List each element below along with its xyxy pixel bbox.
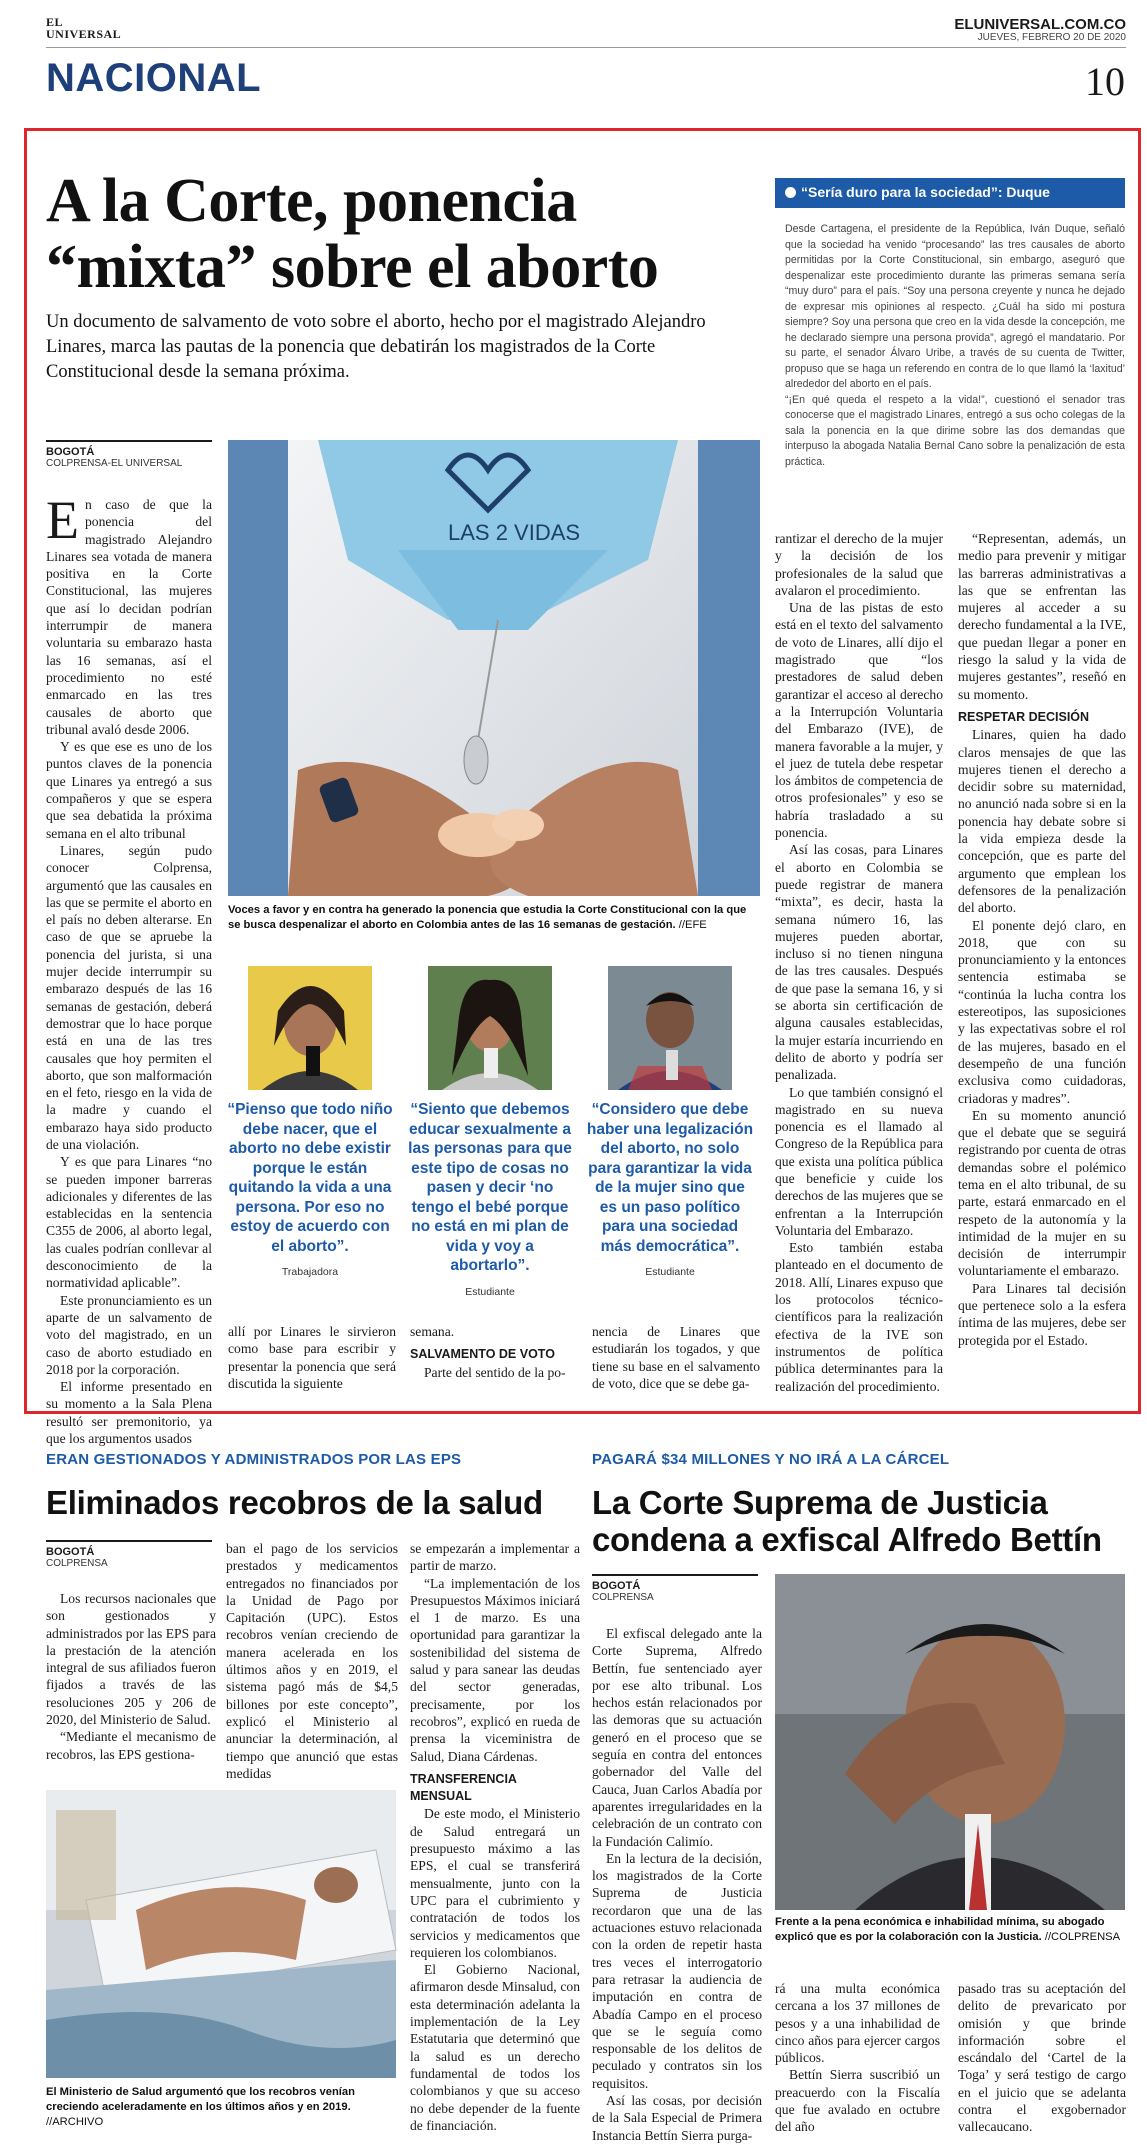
sidebar-paragraph: Desde Cartagena, el presidente de la República, Iván Duque, señaló que la sociedad ha venido “procesando” las tres causales de aborto permitidas por la Corte Constitucional, sin embargo, aseguró que despenalizar este procedimiento durante las primeras semana sería “muy duro” para el país. “Soy una persona creyente y nunca he dejado de expresar mis opiniones al respecto. ¿Cuál ha sido mi postura siempre? Soy una persona que creo en la vida desde la concepción, me he declarado siempre una persona provida”, agregó el mandatario. Por su parte, el senador Álvaro Uribe, a través de su cuenta de Twitter, propuso que se haga un referendo en contra de lo que llamó la ‘laxitud’ alrededor del aborto en el país. xyxy=(785,223,1125,390)
caption-text: Frente a la pena económica e inhabilidad mínima, su abogado explicó que es por la colaboración con la Justicia. xyxy=(775,1916,1105,1943)
caption-text: El Ministerio de Salud argumentó que los recobros venían creciendo aceleradamente en los últimos años y en 2019. xyxy=(46,2086,355,2113)
main-column-4 xyxy=(775,530,943,1395)
paragraph: pasado tras su aceptación del delito de prevaricato por omisión y que brinde información sobre el escándalo del ‘Cartel de la Toga’ y será testigo de cargo en el juicio que se adelanta contra el exgobernador vallecaucano. xyxy=(958,1981,1126,2135)
paragraph: Una de las pistas de esto está en el texto del salvamento de voto de Linares, allí dijo el magistrado que “los prestadores de salud deben garantizar el acceso al derecho a la Interrupción Voluntaria del Embarazo (IVE), de manera favorable a la mujer, y el juez de tutela debe respetar los ámbitos de competencia de otros profesionales” y eso se habría trasladado a su ponencia. xyxy=(775,600,943,841)
quote-card xyxy=(406,966,574,1298)
paragraph: rantizar el derecho de la mujer y la decisión de los profesionales de la salud que avalaron el procedimiento. xyxy=(775,531,943,598)
story2-photo xyxy=(46,1790,396,2078)
byline-agency: COLPRENSA-EL UNIVERSAL xyxy=(46,458,183,469)
paragraph: El ponente dejó claro, en 2018, que con su pronunciamiento y la entonces sentencia estimaba se “continúa la lucha contra los estereotipos, las suposiciones y las expectativas sobre el rol de las mujeres, basado en el desempeño de una función exclusiva como cuidadoras, criadoras y madres”. xyxy=(958,917,1126,1106)
byline-agency: COLPRENSA xyxy=(592,1592,654,1603)
paragraph: Linares, quien ha dado claros mensajes de que las mujeres tienen el derecho a decidir sobre su maternidad, no anunció nada sobre si en la ponencia hay debate sobre si la vida empieza desde la concepción, que es parte del argumento que emplean los defensores de la penalización del aborto. xyxy=(958,727,1126,916)
sidebar-title: “Sería duro para la sociedad”: Duque xyxy=(801,184,1050,200)
paragraph: “La implementación de los Presupuestos Máximos iniciará el 1 de marzo. Es una oportunidad para garantizar la sostenibilidad del sistema de salud y para sanear las deudas del sector generadas, precisamente, por los recobros”, explicó en rueda de prensa la viceministra de Salud, Diana Cárdenas. xyxy=(410,1575,580,1764)
main-column-2-bottom xyxy=(228,1323,396,1393)
paragraph: Los recursos nacionales que son gestionados y administrados por las EPS para la prestación de la atención integral de sus afiliados fueron fijados a través de las resoluciones 205 y 206 de 2020, del Ministerio de Salud. xyxy=(46,1591,216,1728)
byline-place: BOGOTÁ xyxy=(46,446,95,458)
avatar xyxy=(428,966,552,1090)
story2-photo-caption xyxy=(46,2085,406,2130)
newspaper-logo[interactable] xyxy=(46,16,121,40)
main-column-1 xyxy=(46,490,212,1447)
byline-place: BOGOTÁ xyxy=(592,1580,641,1592)
byline-agency: COLPRENSA xyxy=(46,1558,108,1569)
sidebar-box xyxy=(775,178,1125,470)
paragraph: El Gobierno Nacional, afirmaron desde Minsalud, con esta determinación adelanta la implementación de la Ley Estatutaria que determinó que la salud es un derecho fundamental de todos los colombianos y que su acceso no debe depender de la fuente de financiación. xyxy=(410,1962,580,2133)
page-number: 10 xyxy=(1085,59,1125,104)
story3-photo xyxy=(775,1574,1125,1910)
paragraph: allí por Linares le sirvieron como base para escribir y presentar la ponencia que será discutida la siguiente xyxy=(228,1324,396,1391)
site-url[interactable]: ELUNIVERSAL.COM.CO xyxy=(954,16,1126,33)
paragraph: nencia de Linares que estudiarán los togados, y que tiene su base en el salvamento de voto, dice que se debe ga- xyxy=(592,1324,760,1391)
quote-card xyxy=(586,966,754,1278)
paragraph: Así las cosas, por decisión de la Sala Especial de Primera Instancia Bettín Sierra purga- xyxy=(592,2093,762,2143)
bullet-icon xyxy=(785,187,796,198)
main-column-3-bottom xyxy=(410,1323,578,1393)
logo-top: EL xyxy=(46,15,64,29)
paragraph: Y es que ese es uno de los puntos claves de la ponencia que Linares ya entregó a sus compañeros y que se espera que sea debatida la próxima semana en el alto tribunal xyxy=(46,739,212,841)
story3-column-1 xyxy=(592,1625,762,2143)
avatar xyxy=(248,966,372,1090)
paragraph: Lo que también consignó el magistrado en su nueva ponencia es el llamado al Congreso de la República para que exista una política pública que beneficie y cuide los derechos de las mujeres que se enfrentan a la Interrupción Voluntaria del Embarazo. xyxy=(775,1084,943,1238)
quote-text: “Pienso que todo niño debe nacer, que el aborto no debe existir porque le están quitando la vida a una persona. Por eso no estoy de acuerdo con el aborto”. xyxy=(227,1101,393,1255)
logo-bottom: UNIVERSAL xyxy=(46,27,122,41)
quote-text: “Siento que debemos educar sexualmente a las personas para que este tipo de cosas no pasen y decir ‘no tengo el bebé porque no está en mi plan de vida y voy a abortarlo”. xyxy=(408,1101,572,1274)
scarf-text: LAS 2 VIDAS xyxy=(448,520,581,545)
paragraph: rá una multa económica cercana a los 37 millones de pesos y a una inhabilidad de cinco años para ejercer cargos públicos. xyxy=(775,1981,940,2066)
story3-column-2 xyxy=(775,1980,940,2135)
story3-headline[interactable]: La Corte Suprema de Justicia condena a exfiscal Alfredo Bettín xyxy=(592,1484,1102,1558)
photo-credit: //COLPRENSA xyxy=(1041,1931,1121,1943)
paragraph: Linares, según pudo conocer Colprensa, argumentó que las causales en las que se permite el aborto en el país no deben alterarse. En caso de que se apruebe la ponencia del jurista, si una mujer decide interrumpir su embarazo después de las 16 semanas de gestación, deberá demostrar que lo hace porque está en una de las tres causales que hoy permiten el aborto, que son malformación en el feto, riesgo en la vida de la madre y cuando el embarazo haya sido producto de una violación. xyxy=(46,842,212,1152)
paragraph-text: n caso de que la ponencia del magistrado Alejandro Linares sea votada de manera positiva en la Corte Constitucional, las mujeres que así lo decidan podrían interrumpir de manera voluntaria su embarazo hasta las 16 semanas, así el procedimiento no esté enmarcado en las tres causales de aborto que tribunal avaló desde 2006. xyxy=(46,497,212,737)
photo-credit: //EFE xyxy=(675,919,707,931)
main-column-4-bottom xyxy=(592,1323,760,1393)
paragraph: El informe presentado en su momento a la Sala Plena resultó ser premonitorio, ya que los argumentos usados xyxy=(46,1379,212,1447)
quote-role: Estudiante xyxy=(465,1285,515,1298)
issue-date: JUEVES, FEBRERO 20 DE 2020 xyxy=(977,32,1126,43)
sidebar-body xyxy=(775,222,1125,470)
paragraph: Para Linares tal decisión que pertenece solo a la esfera íntima de las mujeres, debe ser protegida por el Estado. xyxy=(958,1280,1126,1348)
subheading: SALVAMENTO DE VOTO xyxy=(410,1347,555,1362)
paragraph: “Representan, además, un medio para prevenir y mitigar las barreras administrativas a las que se enfrentan las mujeres al acceder a su derecho fundamental a la IVE, que puedan llegar a poner en riesgo la salud y la vida de mujeres gestantes”, reseñó en su momento. xyxy=(958,531,1126,702)
paragraph: El exfiscal delegado ante la Corte Suprema, Alfredo Bettín, fue sentenciado ayer por ese alto tribunal. Los hechos están relacionados por las demoras que su actuación generó en el proceso que se seguía en contra del entonces gobernador del Valle del Cauca, Juan Carlos Abadía por aparentes irregularidades en la celebración de un contrato con la Fundación Calimío. xyxy=(592,1626,762,1849)
main-byline xyxy=(46,440,212,469)
paragraph: De este modo, el Ministerio de Salud entregará un presupuesto máximo a las EPS, el cual se transferirá mensualmente, junto con la UPC para el cubrimiento y contratación de todos los servicios y medicamentos que requieren los colombianos. xyxy=(410,1806,580,1960)
section-title: NACIONAL xyxy=(46,56,262,100)
sidebar-paragraph: “¡En qué queda el respeto a la vida!”, cuestionó el senador tras conocerse que el magistrado Linares, entregó a sus ocho colegas de la sala la ponencia en la que dirime sobre las dos demandas que interpuso la abogada Natalia Bernal Cano sobre la penalización de esta práctica. xyxy=(785,393,1125,468)
paragraph xyxy=(46,490,212,738)
subheading: RESPETAR DECISIÓN xyxy=(958,709,1090,724)
photo-credit: //ARCHIVO xyxy=(46,2116,104,2128)
paragraph: Parte del sentido de la po- xyxy=(424,1364,566,1380)
paragraph: En su momento anunció que el debate que se seguirá registrando por cuenta de otras demandas sobre el polémico tema en el alto tribunal, de su parte, estará enmarcado en el respeto de la autonomía y la intimidad de la mujer en su decisión de interrumpir voluntariamente el embarazo. xyxy=(958,1107,1126,1279)
caption-text: Voces a favor y en contra ha generado la ponencia que estudia la Corte Constitucional con la que se busca despenalizar el aborto en Colombia antes de las 16 semanas de gestación. xyxy=(228,904,747,931)
quote-role: Estudiante xyxy=(645,1266,695,1278)
paragraph: Bettín Sierra suscribió un preacuerdo con la Fiscalía que fue avalado en octubre del año xyxy=(775,2067,940,2135)
masthead xyxy=(46,14,1126,48)
story3-photo-caption xyxy=(775,1915,1125,1945)
paragraph: ban el pago de los servicios prestados y medicamentos entregados no financiados por la Unidad de Pago por Capitación (UPC). Estos recobros venían creciendo de manera acelerada en los últimos años y en 2019, el sistema pagó más de $4,5 billones por este concepto”, explicó el Ministerio al anunciar la determinación, al tiempo que anunció que estas medidas xyxy=(226,1541,398,1781)
main-photo xyxy=(228,440,760,896)
story2-column-2 xyxy=(226,1540,398,1781)
quote-role: Trabajadora xyxy=(281,1266,339,1278)
main-headline: A la Corte, ponencia “mixta” sobre el aborto xyxy=(46,167,659,301)
quote-card xyxy=(226,966,394,1278)
subheading: TRANSFERENCIA MENSUAL xyxy=(410,1771,517,1804)
story3-kicker: PAGARÁ $34 MILLONES Y NO IRÁ A LA CÁRCEL xyxy=(592,1451,950,1468)
paragraph: semana. xyxy=(410,1324,455,1339)
paragraph: Y es que para Linares “no se pueden imponer barreras adicionales y diferentes de las establecidas en la sentencia C355 de 2006, al aborto legal, las cuales podrían conllevar al desconocimiento de la normatividad aplicable”. xyxy=(46,1154,212,1291)
story2-column-1 xyxy=(46,1590,216,1765)
quote-text: “Considero que debe haber una legalización del aborto, no solo para garantizar la vida de la mujer sino que es un paso político para una sociedad más democrática”. xyxy=(586,1101,754,1255)
paragraph: se empezarán a implementar a partir de marzo. xyxy=(410,1541,580,1574)
story2-byline xyxy=(46,1540,212,1569)
story2-headline[interactable]: Eliminados recobros de la salud xyxy=(46,1484,543,1521)
main-photo-caption xyxy=(228,903,760,933)
main-deck: Un documento de salvamento de voto sobre el aborto, hecho por el magistrado Alejandro Linares, marca las pautas de la ponencia que debatirán los magistrados de la Corte Constitucional desde la semana próxima. xyxy=(46,312,706,382)
paragraph: “Mediante el mecanismo de recobros, las EPS gestiona- xyxy=(46,1729,216,1762)
drop-cap: E xyxy=(46,490,79,550)
paragraph: Así las cosas, para Linares el aborto en Colombia se puede registrar de manera “mixta”, es decir, hasta la semana número 16, las mujeres pueden abortar, incluso si no tienen ninguna de las tres causales. Después de que pase la semana 16, y si se aborta sin certificación de alguna causales establecidas, la mujer estaría incurriendo en delito de aborto y podría ser penalizada. xyxy=(775,842,943,1083)
story2-column-3 xyxy=(410,1540,580,2133)
byline-place: BOGOTÁ xyxy=(46,1546,95,1558)
paragraph: Esto también estaba planteado en el documento de 2018. Allí, Linares expuso que los protocolos técnico-científicos para la realización efectiva de la IVE son instrumentos de política pública determinantes para la realización del procedimiento. xyxy=(775,1240,943,1394)
story2-kicker: ERAN GESTIONADOS Y ADMINISTRADOS POR LAS EPS xyxy=(46,1451,462,1468)
sidebar-title-bar xyxy=(775,178,1125,208)
story3-column-3 xyxy=(958,1980,1126,2135)
paragraph: Este pronunciamiento es un aparte de un salvamento de voto del magistrado, en un caso de aborto estudiado en 2018 por la corporación. xyxy=(46,1292,212,1377)
story3-byline xyxy=(592,1574,758,1603)
paragraph: En la lectura de la decisión, los magistrados de la Corte Suprema de Justicia recordaron que una de las actuaciones estuvo relacionada con la orden de repetir hasta tres veces el interrogatorio para retrasar la audiencia de imputación en contra de Abadía Campo en el proceso que se le seguía como responsable de los delitos de peculado y contratos sin los requisitos. xyxy=(592,1850,762,2091)
main-column-5 xyxy=(958,530,1126,1395)
photo-illustration xyxy=(228,440,760,896)
avatar xyxy=(608,966,732,1090)
